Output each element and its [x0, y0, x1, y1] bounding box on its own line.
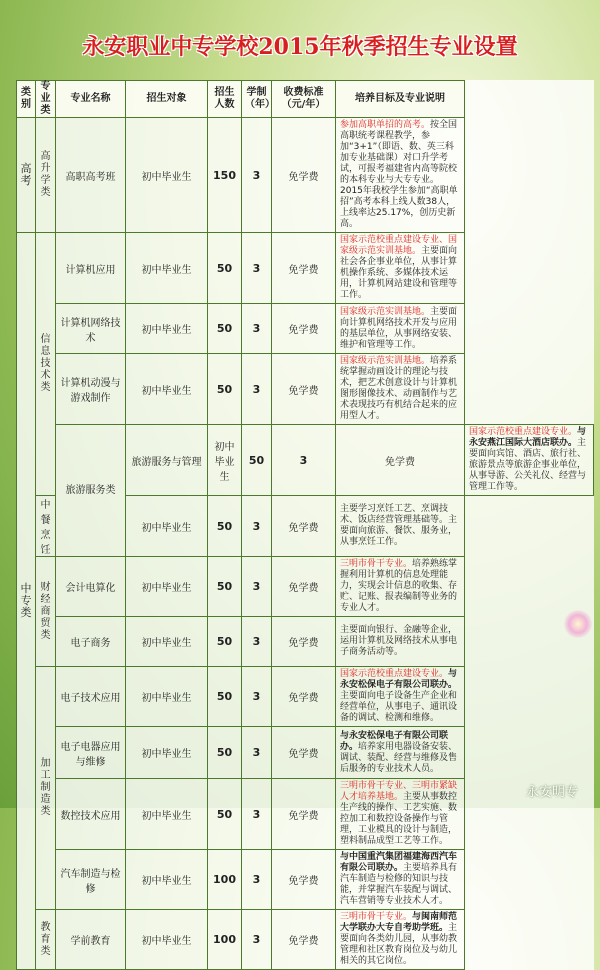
- description-highlight: 国家示范校重点建设专业。: [340, 669, 449, 679]
- description-text: 主要面向计算机网络技术开发与应用的基层单位，从事网络安装、维护和管理等工作。: [340, 306, 458, 350]
- major-description: [336, 233, 465, 304]
- header-description: 培养目标及专业说明: [336, 81, 465, 118]
- header-years: 学制（年）: [242, 81, 272, 118]
- major-description: [465, 425, 594, 496]
- watermark: 永安明专: [525, 785, 578, 800]
- description-highlight: 国家级示范实训基地。: [340, 356, 431, 366]
- major-fee: 免学费: [272, 850, 336, 910]
- description-text: 培养熟练掌握利用计算机的信息处理能力，实现会计信息的收集、存贮、记账、报表编制等业务的专业人才。: [340, 559, 458, 613]
- major-name: 汽车制造与检修: [56, 850, 126, 910]
- major-count: 100: [208, 910, 242, 970]
- major-years: 3: [242, 496, 272, 557]
- major-count: 150: [208, 118, 242, 233]
- major-name: 计算机动漫与游戏制作: [56, 354, 126, 425]
- subcategory-gaosheng: 高升学类: [36, 118, 56, 233]
- table-header-row: [17, 81, 594, 118]
- major-years: 3: [242, 354, 272, 425]
- major-fee: 免学费: [272, 354, 336, 425]
- major-fee: 免学费: [272, 233, 336, 304]
- description-partner: 与闽南师范大学联办大专自考助学班。: [340, 912, 458, 933]
- description-highlight: 国家示范校重点建设专业。: [469, 427, 578, 437]
- major-target: 初中毕业生: [126, 910, 208, 970]
- major-target: 初中毕业生: [126, 304, 208, 354]
- major-years: 3: [272, 425, 336, 496]
- description-partner: 与中国重汽集团福建海西汽车有限公司联办。: [340, 852, 458, 873]
- header-count: 招生人数: [208, 81, 242, 118]
- major-years: 3: [242, 727, 272, 779]
- major-target: 初中毕业生: [126, 779, 208, 850]
- description-text: 主要从事数控生产线的操作、工艺实施、数控加工和数控设备操作与管理，工业模具的设计与制造，塑料制品成型工艺等工作。: [340, 792, 458, 846]
- major-description: [336, 667, 465, 727]
- major-years: 3: [242, 910, 272, 970]
- major-name: 数控技术应用: [56, 779, 126, 850]
- description-text: 主要面向各类幼儿园，从事幼教管理和社区教育岗位及与幼儿相关的其它岗位。: [340, 923, 458, 966]
- major-fee: 免学费: [272, 304, 336, 354]
- major-name: 电子电器应用与维修: [56, 727, 126, 779]
- header-subcategory: 专业类: [36, 81, 56, 118]
- major-description: [336, 617, 465, 667]
- header-target: 招生对象: [126, 81, 208, 118]
- header-fee: 收费标准（元/年）: [272, 81, 336, 118]
- table-row: [17, 557, 594, 617]
- table-row: [17, 304, 594, 354]
- major-description: [336, 727, 465, 779]
- major-fee: 免学费: [272, 617, 336, 667]
- major-name: 中餐烹饪: [36, 496, 56, 557]
- major-years: 3: [242, 779, 272, 850]
- description-text: 按全国高职统考课程教学，参加“3+1”（即语、数、英三科加专业基础课）对口升学考试，可报考福建省内高等院校的本科专业与大专专业。2015年我校学生参加“高职单招”高考本科上线人数38人，上线率达25.17%，创历史新高。: [340, 120, 458, 229]
- subcategory-xinxi: 信息技术类: [36, 233, 56, 496]
- enrollment-table: [16, 80, 594, 970]
- header-category: 类别: [17, 81, 36, 118]
- major-count: 50: [208, 233, 242, 304]
- major-fee: 免学费: [336, 425, 465, 496]
- major-target: 初中毕业生: [208, 425, 242, 496]
- description-partner: 与永安松保电子有限公司联办。: [340, 730, 449, 752]
- description-text: 主要面向银行、金融等企业，运用计算机及网络技术从事电子商务活动等。: [340, 625, 458, 657]
- major-fee: 免学费: [272, 557, 336, 617]
- major-count: 50: [242, 425, 272, 496]
- major-name: 会计电算化: [56, 557, 126, 617]
- major-fee: 免学费: [272, 667, 336, 727]
- description-highlight: 三明市骨干专业、三明市紧缺人才培养基地。: [340, 781, 458, 802]
- major-fee: 免学费: [272, 910, 336, 970]
- major-count: 50: [208, 354, 242, 425]
- major-description: [336, 557, 465, 617]
- major-name: 高职高考班: [56, 118, 126, 233]
- table-row: [17, 779, 594, 850]
- major-target: 初中毕业生: [126, 354, 208, 425]
- major-target: 初中毕业生: [126, 233, 208, 304]
- header-major-name: 专业名称: [56, 81, 126, 118]
- major-years: 3: [242, 118, 272, 233]
- subcategory-jiagong: 加工制造类: [36, 667, 56, 910]
- major-count: 100: [208, 850, 242, 910]
- major-count: 50: [208, 727, 242, 779]
- description-text: 主要面向宾馆、酒店、旅行社、旅游景点等旅游企事业单位，从事导游、公关礼仪、经营与管理工作等。: [469, 438, 587, 492]
- major-name: 电子商务: [56, 617, 126, 667]
- table-row: [17, 118, 594, 233]
- major-fee: 免学费: [272, 496, 336, 557]
- table-row: [17, 354, 594, 425]
- major-description: [336, 850, 465, 910]
- major-target: 初中毕业生: [126, 617, 208, 667]
- major-years: 3: [242, 233, 272, 304]
- major-count: 50: [208, 496, 242, 557]
- major-count: 50: [208, 667, 242, 727]
- description-text: 培养家用电器设备安装、调试、装配、经营与维修及售后服务的专业技术人员。: [340, 741, 458, 774]
- major-name: 计算机网络技术: [56, 304, 126, 354]
- major-count: 50: [208, 617, 242, 667]
- major-description: [336, 304, 465, 354]
- category-gaokao: 高考: [17, 118, 36, 233]
- major-fee: 免学费: [272, 727, 336, 779]
- table-row: [17, 727, 594, 779]
- flower-decoration: [564, 610, 592, 638]
- table-row: [17, 425, 594, 496]
- major-count: 50: [208, 557, 242, 617]
- description-text: 培养系统掌握动画设计的理论与技术，把艺术创意设计与计算机图形图像技术、动画制作与艺术表现技巧有机结合起来的应用型人才。: [340, 356, 458, 421]
- description-text: 主要面向社会各企事业单位，从事计算机操作系统、多媒体技术运用，计算机网站建设和管理等工作。: [340, 246, 458, 300]
- description-partner: 与永安松保电子有限公司联办。: [340, 669, 458, 690]
- subcategory-caijing: 财经商贸类: [36, 557, 56, 667]
- major-count: 50: [208, 779, 242, 850]
- major-description: [336, 496, 465, 557]
- major-fee: 免学费: [272, 118, 336, 233]
- major-target: 初中毕业生: [126, 850, 208, 910]
- major-target: 初中毕业生: [126, 557, 208, 617]
- description-text: 主要面向电子设备生产企业和经营单位，从事电子、通讯设备的调试、检测和维修。: [340, 691, 458, 723]
- major-years: 3: [242, 557, 272, 617]
- major-target: 初中毕业生: [126, 667, 208, 727]
- major-description: [336, 354, 465, 425]
- major-years: 3: [242, 667, 272, 727]
- table-row: [17, 233, 594, 304]
- description-highlight: 参加高职单招的高考。: [340, 120, 431, 130]
- description-highlight: 三明市骨干专业。: [340, 559, 413, 569]
- table-row: [17, 850, 594, 910]
- subcategory-jiaoyu: 教育类: [36, 910, 56, 970]
- major-target: 初中毕业生: [126, 118, 208, 233]
- major-description: [336, 779, 465, 850]
- description-text: 主要学习烹饪工艺、烹调技术、饭店经营管理基础等。主要面向旅游、餐饮、服务业，从事烹饪工作。: [340, 504, 458, 547]
- page-title: 永安职业中专学校2015年秋季招生专业设置: [82, 34, 518, 60]
- table-row: [17, 667, 594, 727]
- description-partner: 与永安燕江国际大酒店联办。: [469, 427, 587, 448]
- table-row: [17, 617, 594, 667]
- major-name: 学前教育: [56, 910, 126, 970]
- major-name: 旅游服务与管理: [126, 425, 208, 496]
- description-highlight: 国家级示范实训基地。: [340, 306, 431, 317]
- description-highlight: 国家示范校重点建设专业、国家级示范实训基地。: [340, 235, 458, 256]
- major-count: 50: [208, 304, 242, 354]
- major-fee: 免学费: [272, 779, 336, 850]
- major-years: 3: [242, 617, 272, 667]
- major-years: 3: [242, 304, 272, 354]
- major-name: 电子技术应用: [56, 667, 126, 727]
- major-name: 计算机应用: [56, 233, 126, 304]
- subcategory-lvyou: 旅游服务类: [56, 425, 126, 557]
- category-zhongzhuan: 中专类: [17, 233, 36, 970]
- major-description: [336, 118, 465, 233]
- major-years: 3: [242, 850, 272, 910]
- major-target: 初中毕业生: [126, 496, 208, 557]
- major-description: [336, 910, 465, 970]
- description-text: 主要培养具有汽车制造与检修的知识与技能，并掌握汽车装配与调试、汽车营销等专业技术人才。: [340, 863, 458, 906]
- major-target: 初中毕业生: [126, 727, 208, 779]
- table-row: [17, 910, 594, 970]
- description-highlight: 三明市骨干专业。: [340, 912, 413, 922]
